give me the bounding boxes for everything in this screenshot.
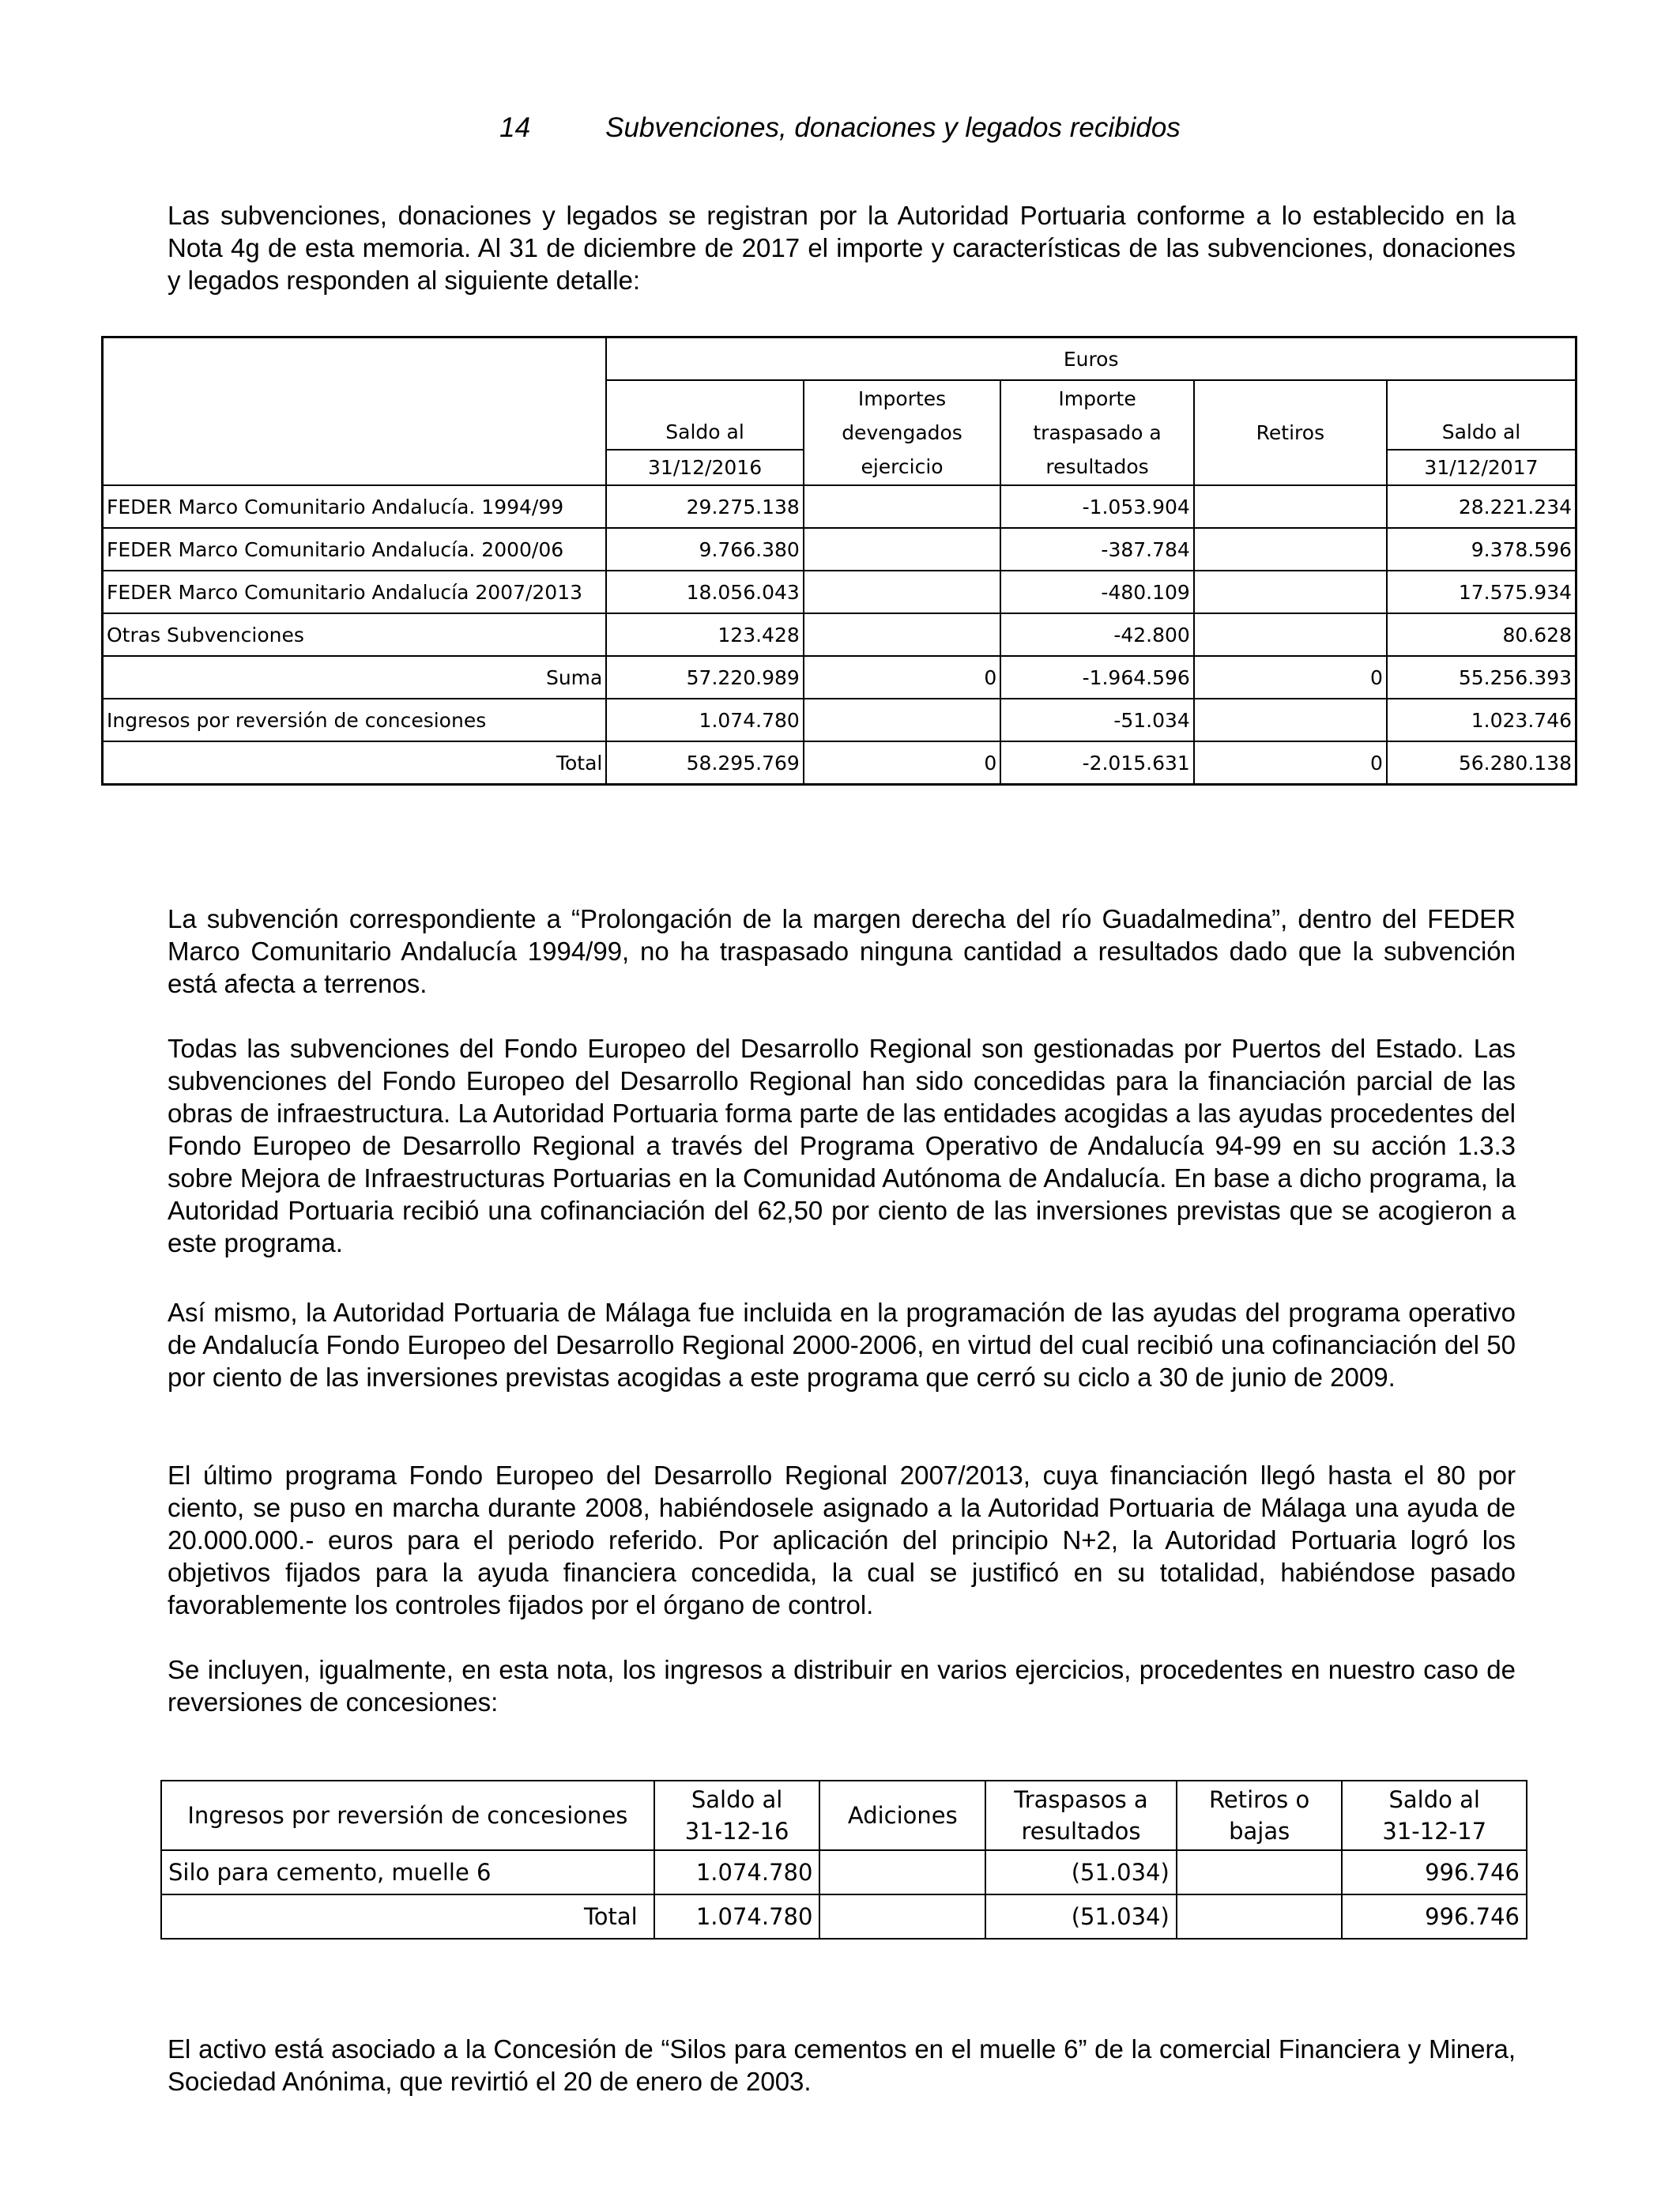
cell-saldo-fin: 28.221.234	[1387, 485, 1576, 528]
header-devengados	[804, 380, 1000, 485]
cell-devengados	[804, 571, 1000, 613]
header-traspasado-line1: Importe	[1058, 387, 1136, 410]
guadalmedina-paragraph: La subvención correspondiente a “Prolongación de la margen derecha del río Guadalmedina”, dentro del FEDER Marco Comunitario Andalucía 1994/99, no ha traspasado ninguna cantidad a resultados dado que la subvención está afecta a terrenos.	[168, 904, 1516, 998]
section-title: Subvenciones, donaciones y legados recibidos	[605, 112, 1181, 143]
cell-retiros	[1177, 1850, 1343, 1894]
header-traspasos	[985, 1781, 1177, 1850]
row-label: Otras Subvenciones	[103, 613, 607, 656]
cell-saldo-fin: 996.746	[1342, 1850, 1527, 1894]
cell-retiros: 0	[1194, 741, 1387, 785]
cell-devengados	[804, 528, 1000, 571]
header-saldo-fin-line2: 31/12/2017	[1387, 450, 1576, 485]
cell-retiros	[1177, 1894, 1343, 1939]
cell-saldo-fin: 17.575.934	[1387, 571, 1576, 613]
header-traspasos-line2: resultados	[1021, 1818, 1141, 1845]
cell-devengados: 0	[804, 656, 1000, 699]
header-traspasado-line3: resultados	[1045, 455, 1149, 478]
header-saldo-ini-line2: 31-12-16	[684, 1818, 789, 1845]
row-label: Total	[161, 1894, 654, 1939]
table-row-subtotal	[103, 656, 1576, 699]
cell-saldo-ini: 58.295.769	[606, 741, 803, 785]
cell-devengados	[804, 485, 1000, 528]
header-saldo-fin-line1: Saldo al	[1388, 1786, 1480, 1813]
cell-devengados	[804, 699, 1000, 741]
header-saldo-fin-line1: Saldo al	[1387, 415, 1576, 450]
cell-saldo-ini: 1.074.780	[654, 1850, 820, 1894]
header-retiros-line1: Retiros o	[1209, 1786, 1310, 1813]
cell-saldo-fin: 996.746	[1342, 1894, 1527, 1939]
header-saldo-fin	[1342, 1781, 1527, 1850]
section-number: 14	[499, 112, 531, 143]
cell-devengados: 0	[804, 741, 1000, 785]
cell-traspasado: -387.784	[1000, 528, 1194, 571]
cell-traspasado: -51.034	[1000, 699, 1194, 741]
concessions-table	[160, 1780, 1527, 1940]
header-adiciones: Adiciones	[819, 1781, 985, 1850]
header-retiros: Retiros	[1194, 380, 1387, 485]
cell-saldo-ini: 57.220.989	[606, 656, 803, 699]
row-label: Ingresos por reversión de concesiones	[103, 699, 607, 741]
header-retiros-line2: bajas	[1229, 1818, 1290, 1845]
table-row	[103, 699, 1576, 741]
table-row-total	[161, 1894, 1527, 1939]
cell-traspasado: -2.015.631	[1000, 741, 1194, 785]
row-label: FEDER Marco Comunitario Andalucía. 2000/06	[103, 528, 607, 571]
cell-adiciones	[819, 1850, 985, 1894]
header-saldo-fin-line2: 31-12-17	[1382, 1818, 1487, 1845]
cell-retiros	[1194, 571, 1387, 613]
header-concepto: Ingresos por reversión de concesiones	[161, 1781, 654, 1850]
header-retiros	[1177, 1781, 1343, 1850]
cell-traspasado: -1.053.904	[1000, 485, 1194, 528]
table-row	[103, 613, 1576, 656]
cell-traspasos: (51.034)	[985, 1894, 1177, 1939]
header-traspasado	[1000, 380, 1194, 485]
subsidies-table	[101, 336, 1577, 786]
header-saldo-ini-line2: 31/12/2016	[606, 450, 803, 485]
table-row-total	[103, 741, 1576, 785]
cell-saldo-ini: 1.074.780	[654, 1894, 820, 1939]
cell-adiciones	[819, 1894, 985, 1939]
header-spacer	[606, 380, 803, 415]
programa-2007-paragraph: El último programa Fondo Europeo del Desarrollo Regional 2007/2013, cuya financiación llegó hasta el 80 por ciento, se puso en marcha durante 2008, habiéndosele asignado a la Autoridad Portuaria de Málaga una ayuda de 20.000.000.- euros para el periodo referido. Por aplicación del principio N+2, la Autoridad Portuaria logró los objetivos fijados para la ayuda financiera concedida, la cual se justificó en su totalidad, habiéndose pasado favorablemente los controles fijados por el órgano de control.	[168, 1461, 1516, 1619]
header-traspasado-line2: traspasado a	[1033, 421, 1162, 444]
table-row	[103, 485, 1576, 528]
closing-paragraph: El activo está asociado a la Concesión de “Silos para cementos en el muelle 6” de la comercial Financiera y Minera, Sociedad Anónima, que revirtió el 20 de enero de 2003.	[168, 2034, 1516, 2096]
cell-saldo-fin: 9.378.596	[1387, 528, 1576, 571]
cell-traspasado: -1.964.596	[1000, 656, 1194, 699]
cell-saldo-fin: 80.628	[1387, 613, 1576, 656]
currency-header: Euros	[606, 337, 1576, 381]
cell-retiros	[1194, 528, 1387, 571]
cell-saldo-ini: 29.275.138	[606, 485, 803, 528]
header-devengados-line3: ejercicio	[861, 455, 944, 478]
row-label: FEDER Marco Comunitario Andalucía 2007/2013	[103, 571, 607, 613]
cell-saldo-ini: 9.766.380	[606, 528, 803, 571]
cell-saldo-fin: 1.023.746	[1387, 699, 1576, 741]
reversion-intro-paragraph: Se incluyen, igualmente, en esta nota, los ingresos a distribuir en varios ejercicios, procedentes en nuestro caso de reversiones de concesiones:	[168, 1655, 1516, 1717]
cell-saldo-fin: 55.256.393	[1387, 656, 1576, 699]
table-row	[103, 571, 1576, 613]
header-saldo-ini-line1: Saldo al	[606, 415, 803, 450]
row-label: Silo para cemento, muelle 6	[161, 1850, 654, 1894]
cell-saldo-fin: 56.280.138	[1387, 741, 1576, 785]
header-devengados-line1: Importes	[857, 387, 947, 410]
table-row	[103, 528, 1576, 571]
header-blank-cell	[103, 337, 607, 486]
table-row	[161, 1850, 1527, 1894]
header-saldo-ini	[654, 1781, 820, 1850]
cell-retiros	[1194, 699, 1387, 741]
header-spacer	[1387, 380, 1576, 415]
cell-traspasado: -480.109	[1000, 571, 1194, 613]
cell-saldo-ini: 18.056.043	[606, 571, 803, 613]
cell-saldo-ini: 1.074.780	[606, 699, 803, 741]
cell-retiros: 0	[1194, 656, 1387, 699]
cell-devengados	[804, 613, 1000, 656]
row-label: FEDER Marco Comunitario Andalucía. 1994/99	[103, 485, 607, 528]
section-heading	[0, 112, 1680, 144]
programa-2000-paragraph: Así mismo, la Autoridad Portuaria de Málaga fue incluida en la programación de las ayudas del programa operativo de Andalucía Fondo Europeo del Desarrollo Regional 2000-2006, en virtud del cual recibió una cofinanciación del 50 por ciento de las inversiones previstas acogidas a este programa que cerró su ciclo a 30 de junio de 2009.	[168, 1298, 1516, 1392]
cell-traspasos: (51.034)	[985, 1850, 1177, 1894]
row-label: Suma	[103, 656, 607, 699]
row-label: Total	[103, 741, 607, 785]
cell-saldo-ini: 123.428	[606, 613, 803, 656]
cell-retiros	[1194, 485, 1387, 528]
header-saldo-ini-line1: Saldo al	[691, 1786, 783, 1813]
header-traspasos-line1: Traspasos a	[1014, 1786, 1148, 1813]
cell-traspasado: -42.800	[1000, 613, 1194, 656]
intro-paragraph: Las subvenciones, donaciones y legados se registran por la Autoridad Portuaria conforme a lo establecido en la Nota 4g de esta memoria. Al 31 de diciembre de 2017 el importe y características de las subvenciones, donaciones y legados responden al siguiente detalle:	[168, 201, 1516, 295]
cell-retiros	[1194, 613, 1387, 656]
header-devengados-line2: devengados	[842, 421, 962, 444]
feder-paragraph: Todas las subvenciones del Fondo Europeo del Desarrollo Regional son gestionadas por Puertos del Estado. Las subvenciones del Fondo Europeo del Desarrollo Regional han sido concedidas para la financiación parcial de las obras de infraestructura. La Autoridad Portuaria forma parte de las entidades acogidas a las ayudas procedentes del Fondo Europeo de Desarrollo Regional a través del Programa Operativo de Andalucía 94-99 en su acción 1.3.3 sobre Mejora de Infraestructuras Portuarias en la Comunidad Autónoma de Andalucía. En base a dicho programa, la Autoridad Portuaria recibió una cofinanciación del 62,50 por ciento de las inversiones previstas que se acogieron a este programa.	[168, 1034, 1516, 1257]
